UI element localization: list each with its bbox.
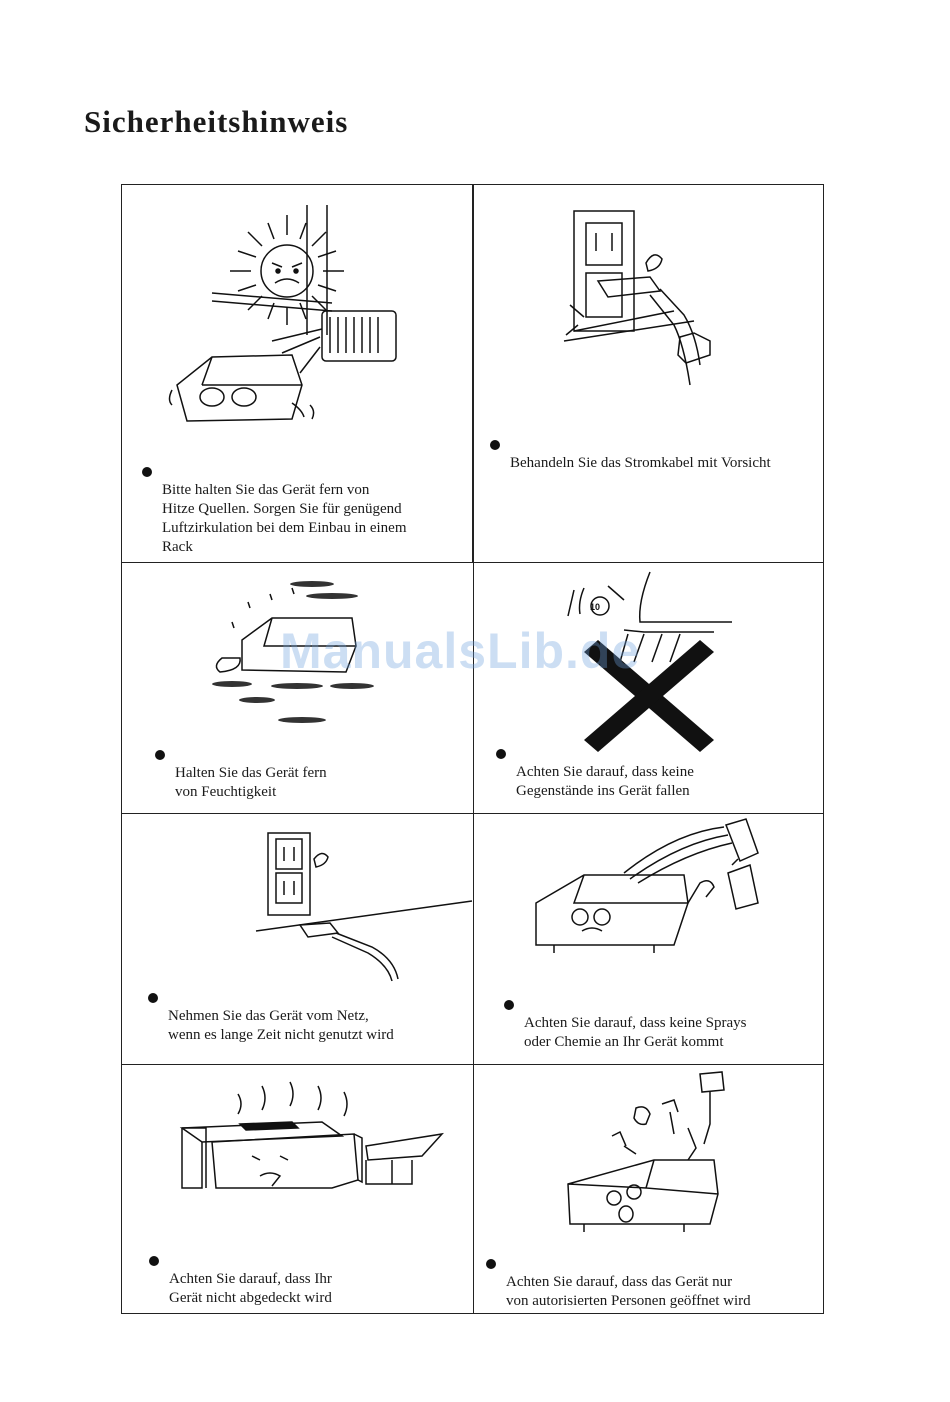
safety-cell-moisture — [122, 562, 473, 813]
caption-spray — [524, 995, 814, 1052]
watermark: ManualsLib.de — [280, 623, 641, 679]
caption-text: Nehmen Sie das Gerät vom Netz, wenn es lange Zeit nicht genutzt wird — [168, 1008, 394, 1043]
safety-cell-unplug — [122, 813, 473, 1064]
safety-cell-spray — [474, 813, 825, 1064]
safety-cell-objects — [474, 562, 825, 813]
caption-text: Achten Sie darauf, dass Ihr Gerät nicht abgedeckt wird — [169, 1271, 332, 1306]
bullet-icon — [155, 750, 165, 760]
caption-text: Achten Sie darauf, dass keine Sprays oder Chemie an Ihr Gerät kommt — [524, 1015, 747, 1050]
coin-number: 10 — [589, 602, 601, 612]
page-title: Sicherheitshinweis — [84, 104, 349, 139]
caption-authorized — [506, 1254, 821, 1311]
caption-cable — [510, 435, 820, 473]
caption-text: Halten Sie das Gerät fern von Feuchtigkeit — [175, 765, 327, 800]
safety-cell-authorized — [474, 1064, 825, 1315]
caption-objects — [516, 744, 816, 801]
safety-grid — [121, 184, 824, 1314]
bullet-icon — [486, 1259, 496, 1269]
bullet-icon — [496, 749, 506, 759]
caption-text: Behandeln Sie das Stromkabel mit Vorsicht — [510, 455, 771, 471]
bullet-icon — [148, 993, 158, 1003]
bullet-icon — [149, 1256, 159, 1266]
caption-text: Achten Sie darauf, dass das Gerät nur von autorisierten Personen geöffnet wird — [506, 1274, 751, 1309]
caption-covered — [169, 1251, 459, 1308]
caption-unplug — [168, 988, 468, 1045]
caption-text: Bitte halten Sie das Gerät fern von Hitze Quellen. Sorgen Sie für genügend Luftzirkulation bei dem Einbau in einem Rack — [162, 482, 407, 555]
caption-heat — [162, 462, 462, 557]
bullet-icon — [142, 467, 152, 477]
safety-cell-heat — [122, 185, 473, 562]
caption-text: Achten Sie darauf, dass keine Gegenstände ins Gerät fallen — [516, 764, 694, 799]
caption-moisture — [175, 745, 465, 802]
safety-cell-cable — [474, 185, 825, 562]
bullet-icon — [490, 440, 500, 450]
bullet-icon — [504, 1000, 514, 1010]
safety-cell-covered — [122, 1064, 473, 1315]
power-cable-illustration — [474, 185, 825, 562]
